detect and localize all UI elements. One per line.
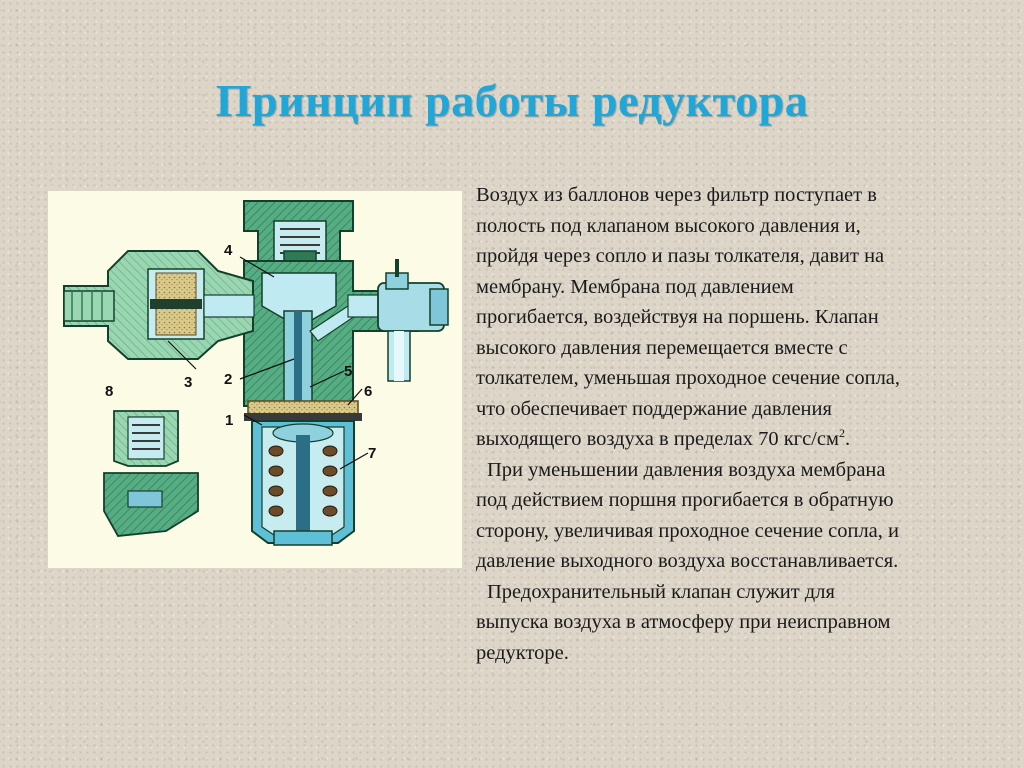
slide-title: Принцип работы редуктора (215, 75, 809, 126)
text-line: высокого давления перемещается вместе с (476, 336, 848, 359)
membrane (244, 401, 362, 421)
text-line: под действием поршня прогибается в обратную (476, 489, 894, 511)
text-line: мембрану. Мембрана под давлением (476, 275, 794, 298)
callout-2: 2 (224, 371, 233, 388)
callout-8: 8 (105, 383, 114, 400)
text-line: редукторе. (476, 641, 569, 664)
callout-5: 5 (344, 363, 353, 380)
callout-4: 4 (224, 242, 233, 259)
filter-housing (64, 251, 254, 359)
outlet-valve (378, 259, 448, 381)
text-line: Воздух из баллонов через фильтр поступает в (476, 184, 877, 206)
text-line-pressure (476, 424, 1006, 455)
text-line: полость под клапаном высокого давления и, (476, 214, 861, 237)
callout-6: 6 (364, 383, 373, 400)
spring-chamber (252, 421, 354, 545)
callout-3: 3 (184, 374, 193, 391)
text-line: давление выходного воздуха восстанавливается. (476, 550, 899, 572)
text-line: что обеспечивает поддержание давления (476, 397, 832, 420)
text-line: прогибается, воздействуя на поршень. Клапан (476, 306, 879, 328)
callout-7: 7 (368, 445, 377, 462)
text-line: пройдя через сопло и пазы толкателя, давит на (476, 245, 885, 267)
reducer-diagram (48, 191, 462, 568)
text-line: толкателем, уменьшая проходное сечение сопла, (476, 367, 901, 389)
callout-1: 1 (225, 412, 234, 429)
text-line: сторону, увеличивая проходное сечение сопла, и (476, 519, 900, 542)
text-line: выпуска воздуха в атмосферу при неисправном (476, 611, 891, 633)
unit-superscript: 2 (838, 426, 845, 441)
text-line: Предохранительный клапан служит для (487, 580, 835, 603)
text-line-pressure-end: . (844, 428, 851, 450)
text-line-pressure-main: выходящего воздуха в пределах 70 кгс/см (476, 428, 839, 450)
description-text (476, 180, 1006, 668)
safety-valve-detail (104, 411, 198, 536)
text-line: При уменьшении давления воздуха мембрана (487, 458, 886, 481)
